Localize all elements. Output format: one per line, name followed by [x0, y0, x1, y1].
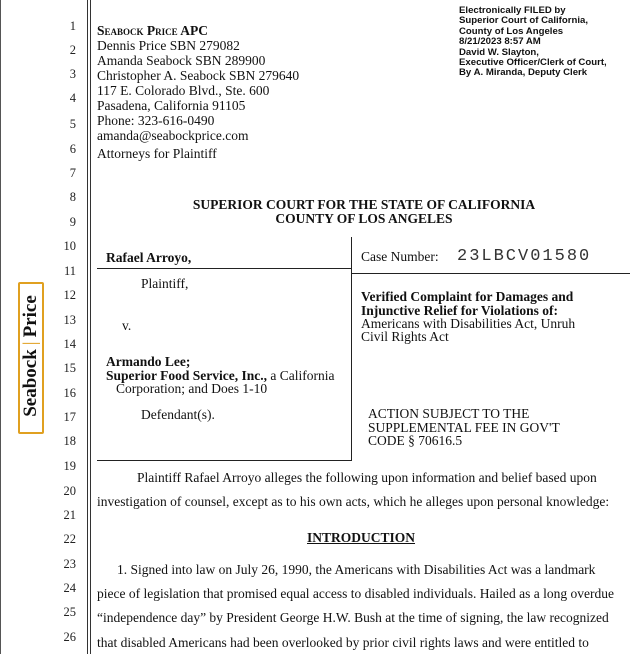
- line-number: 20: [63, 484, 76, 498]
- line-number: 13: [63, 313, 76, 327]
- complaint-sub-1: Americans with Disabilities Act, Unruh: [361, 316, 576, 331]
- efiled-line: Electronically FILED by: [459, 5, 566, 16]
- line-number: 6: [69, 142, 76, 156]
- attorney-line: Amanda Seabock SBN 289900: [97, 53, 266, 68]
- caption-right-rule: [351, 273, 630, 274]
- fee-notice-1: ACTION SUBJECT TO THE: [368, 406, 530, 421]
- firm-logo: [20, 295, 42, 417]
- plaintiff-name: Rafael Arroyo,: [106, 250, 192, 265]
- complaint-title-2: Injunctive Relief for Violations of:: [361, 303, 558, 318]
- efiled-line: Executive Officer/Clerk of Court,: [459, 57, 607, 69]
- line-number: 22: [63, 532, 76, 546]
- paragraph-1-line3: “independence day” by President George H.W. Bush at the time of signing, the law recognized: [97, 610, 609, 625]
- introduction-heading: INTRODUCTION: [307, 530, 416, 545]
- versus: v.: [122, 318, 132, 333]
- attorney-line: Christopher A. Seabock SBN 279640: [97, 68, 300, 83]
- line-number: 26: [63, 630, 76, 644]
- intro-paragraph-line2: investigation of counsel, except as to his own acts, which he alleges upon personal knowledge:: [97, 494, 610, 509]
- firm-logo-separator: |: [20, 341, 41, 346]
- margin-rule-left: [87, 0, 88, 654]
- intro-paragraph-line1: Plaintiff Rafael Arroyo alleges the following upon information and belief based upon: [137, 470, 597, 485]
- firm-logo-right: Price: [20, 295, 41, 338]
- attorneys-for: Attorneys for Plaintiff: [97, 146, 217, 161]
- line-number: 3: [69, 67, 76, 81]
- margin-rule-right: [90, 0, 91, 654]
- defendant-2-rest: a California: [267, 368, 335, 383]
- line-number: 1: [69, 19, 76, 33]
- line-number: 17: [63, 410, 76, 424]
- efiled-line: By A. Miranda, Deputy Clerk: [459, 67, 588, 79]
- defendant-3: Corporation; and Does 1-10: [116, 381, 268, 396]
- line-number: 12: [63, 288, 76, 302]
- court-title-line2: COUNTY OF LOS ANGELES: [275, 211, 453, 226]
- page-left-border: [0, 0, 1, 654]
- complaint-sub-2: Civil Rights Act: [361, 329, 449, 344]
- line-number: 4: [69, 91, 76, 105]
- efiled-line: David W. Slayton,: [459, 46, 539, 58]
- firm-name: Seabock Price APC: [97, 23, 209, 38]
- case-number: 23LBCV01580: [457, 247, 592, 266]
- line-number: 21: [63, 508, 76, 522]
- defendant-label: Defendant(s).: [141, 407, 215, 422]
- attorney-line: Dennis Price SBN 279082: [97, 38, 240, 53]
- line-number: 8: [69, 190, 76, 204]
- firm-email: amanda@seabockprice.com: [97, 128, 249, 143]
- plaintiff-label: Plaintiff,: [141, 276, 189, 291]
- paragraph-1-line4: that disabled Americans had been overlooked by prior civil rights laws and were entitled to: [97, 635, 589, 650]
- fee-notice-3: CODE § 70616.5: [368, 433, 463, 448]
- line-number: 5: [69, 117, 76, 131]
- line-number: 15: [63, 361, 76, 375]
- line-number: 2: [69, 43, 76, 57]
- line-number: 7: [69, 166, 76, 180]
- line-number: 16: [63, 386, 76, 400]
- fee-notice-2: SUPPLEMENTAL FEE IN GOV'T: [368, 420, 560, 435]
- efiled-line: 8/21/2023 8:57 AM: [459, 36, 541, 48]
- caption-left-top-rule: [97, 268, 351, 269]
- efiled-line: County of Los Angeles: [459, 25, 564, 37]
- firm-phone: Phone: 323-616-0490: [97, 113, 215, 128]
- line-number: 11: [63, 264, 76, 278]
- line-number: 19: [63, 459, 76, 473]
- paragraph-1-line1: 1. Signed into law on July 26, 1990, the Americans with Disabilities Act was a landmark: [117, 562, 596, 577]
- line-number: 25: [63, 605, 76, 619]
- line-number: 24: [63, 581, 76, 595]
- defendant-2-name: Superior Food Service, Inc.,: [106, 368, 267, 383]
- case-number-label: Case Number:: [361, 249, 439, 264]
- efiled-stamp: [459, 6, 607, 79]
- court-title-line1: SUPERIOR COURT FOR THE STATE OF CALIFORNIA: [192, 197, 536, 212]
- defendant-1: Armando Lee;: [106, 354, 191, 369]
- line-number: 9: [69, 215, 76, 229]
- line-number: 10: [63, 239, 76, 253]
- caption-divider: [351, 237, 352, 461]
- paragraph-1-line2: piece of legislation that promised equal access to disabled individuals. Hailed as a long overdue: [97, 586, 614, 601]
- complaint-title-1: Verified Complaint for Damages and: [361, 289, 574, 304]
- line-number: 18: [63, 434, 76, 448]
- firm-address-city: Pasadena, California 91105: [97, 98, 246, 113]
- efiled-line: Superior Court of California,: [459, 15, 588, 27]
- firm-address-street: 117 E. Colorado Blvd., Ste. 600: [97, 83, 270, 98]
- firm-logo-left: Seabock: [20, 349, 41, 417]
- line-number: 14: [63, 337, 76, 351]
- caption-left-bottom-rule: [97, 460, 351, 461]
- line-number: 23: [63, 557, 76, 571]
